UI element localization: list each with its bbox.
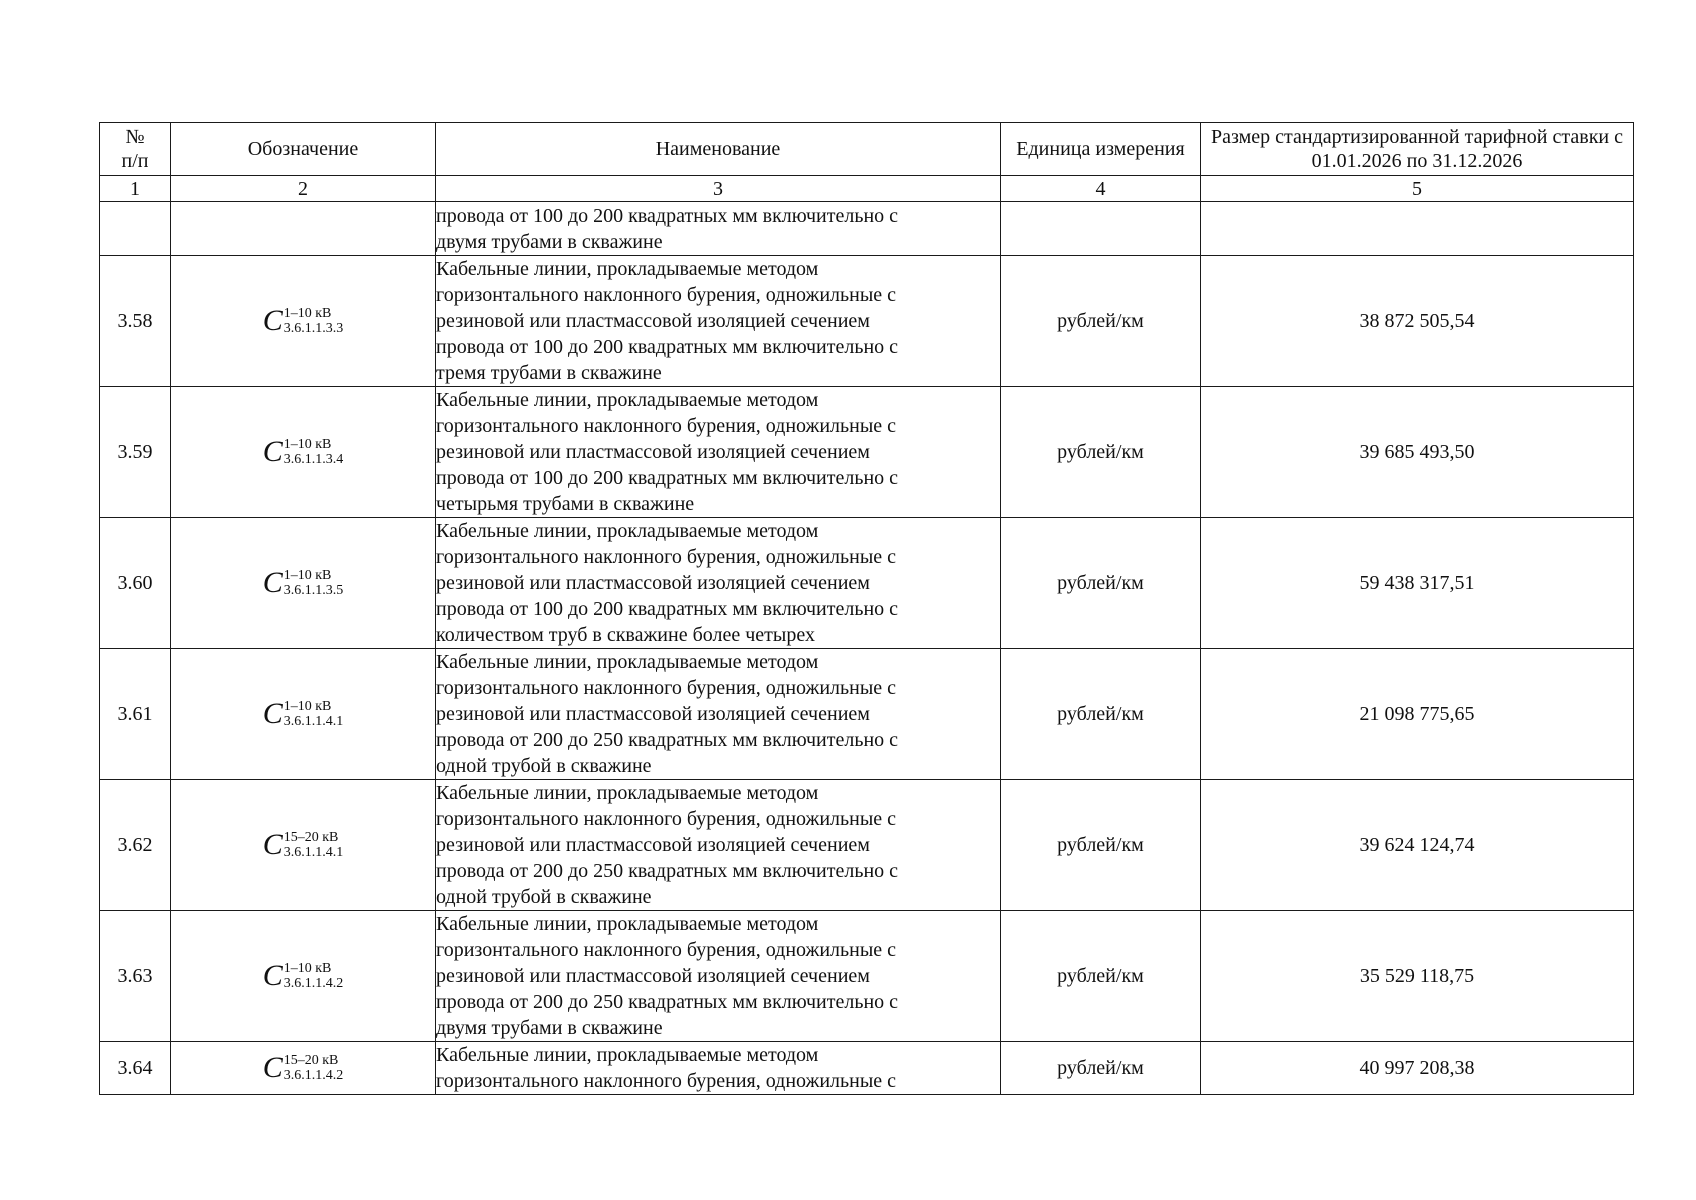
- row-name-text: Кабельные линии, прокладываемые методом горизонтального наклонного бурения, одножильные с: [436, 1044, 897, 1092]
- table-row: [100, 518, 1634, 649]
- header-number: № п/п: [100, 123, 171, 176]
- row-name: [436, 518, 1001, 649]
- symbol-superscript: 1–10 кВ: [283, 305, 332, 321]
- header-name: Наименование: [436, 123, 1001, 176]
- row-unit: рублей/км: [1001, 911, 1201, 1042]
- row-symbol: [171, 518, 436, 649]
- row-value: 38 872 505,54: [1201, 256, 1634, 387]
- row-name-text: Кабельные линии, прокладываемые методом горизонтального наклонного бурения, одножильные с резиновой или пластмассовой изоляцией сечением провода от 100 до 200 квадратных мм включительно с четырьмя трубами в скважине: [436, 389, 899, 515]
- row-name: [436, 780, 1001, 911]
- table-row: [100, 649, 1634, 780]
- symbol-superscript: 15–20 кВ: [283, 1052, 339, 1068]
- row-value: 40 997 208,38: [1201, 1042, 1634, 1095]
- tariff-symbol: [262, 958, 344, 992]
- row-symbol: [171, 1042, 436, 1095]
- symbol-superscript: 15–20 кВ: [283, 829, 339, 845]
- symbol-subscript: 3.6.1.1.3.5: [283, 582, 344, 598]
- row-name: [436, 387, 1001, 518]
- symbol-scripts: [284, 568, 344, 598]
- row-unit: рублей/км: [1001, 256, 1201, 387]
- row-name-text: провода от 100 до 200 квадратных мм включительно с двумя трубами в скважине: [436, 204, 899, 253]
- table-row: [100, 202, 1634, 256]
- row-number: [100, 202, 171, 256]
- symbol-subscript: 3.6.1.1.3.4: [283, 451, 344, 467]
- symbol-scripts: [284, 961, 344, 991]
- symbol-base: C: [262, 434, 283, 468]
- row-unit: [1001, 202, 1201, 256]
- column-number-row: [100, 176, 1634, 202]
- symbol-base: C: [262, 958, 283, 992]
- row-symbol: [171, 780, 436, 911]
- row-name: [436, 911, 1001, 1042]
- row-name: [436, 256, 1001, 387]
- row-symbol: [171, 911, 436, 1042]
- column-number: 3: [436, 176, 1001, 202]
- row-value: 21 098 775,65: [1201, 649, 1634, 780]
- row-unit: рублей/км: [1001, 1042, 1201, 1095]
- row-value: 39 624 124,74: [1201, 780, 1634, 911]
- row-unit: рублей/км: [1001, 518, 1201, 649]
- tariff-symbol: [262, 565, 344, 599]
- row-number: 3.64: [100, 1042, 171, 1095]
- row-number: 3.62: [100, 780, 171, 911]
- row-unit: рублей/км: [1001, 649, 1201, 780]
- symbol-subscript: 3.6.1.1.4.1: [283, 844, 344, 860]
- symbol-base: C: [262, 827, 283, 861]
- table-row: [100, 911, 1634, 1042]
- row-unit: рублей/км: [1001, 387, 1201, 518]
- symbol-scripts: [284, 1053, 344, 1083]
- header-unit: Единица измерения: [1001, 123, 1201, 176]
- table-row: [100, 1042, 1634, 1095]
- symbol-scripts: [284, 306, 344, 336]
- row-name-text: Кабельные линии, прокладываемые методом горизонтального наклонного бурения, одножильные с резиновой или пластмассовой изоляцией сечением провода от 200 до 250 квадратных мм включительно с двумя трубами в скважине: [436, 913, 899, 1039]
- column-number: 5: [1201, 176, 1634, 202]
- symbol-scripts: [284, 830, 344, 860]
- row-name-text: Кабельные линии, прокладываемые методом горизонтального наклонного бурения, одножильные с резиновой или пластмассовой изоляцией сечением провода от 200 до 250 квадратных мм включительно с одной трубой в скважине: [436, 782, 899, 908]
- symbol-base: C: [262, 565, 283, 599]
- row-name: [436, 202, 1001, 256]
- row-value: 35 529 118,75: [1201, 911, 1634, 1042]
- table-header-row: [100, 123, 1634, 176]
- tariff-symbol: [262, 827, 344, 861]
- column-number: 2: [171, 176, 436, 202]
- symbol-superscript: 1–10 кВ: [283, 698, 332, 714]
- symbol-subscript: 3.6.1.1.4.1: [283, 713, 344, 729]
- symbol-superscript: 1–10 кВ: [283, 960, 332, 976]
- row-number: 3.63: [100, 911, 171, 1042]
- table-row: [100, 780, 1634, 911]
- row-number: 3.60: [100, 518, 171, 649]
- symbol-base: C: [262, 303, 283, 337]
- tariff-symbol: [262, 434, 344, 468]
- row-name-text: Кабельные линии, прокладываемые методом горизонтального наклонного бурения, одножильные с резиновой или пластмассовой изоляцией сечением провода от 100 до 200 квадратных мм включительно с тремя трубами в скважине: [436, 258, 899, 384]
- row-value: 59 438 317,51: [1201, 518, 1634, 649]
- row-value: [1201, 202, 1634, 256]
- row-symbol: [171, 649, 436, 780]
- symbol-superscript: 1–10 кВ: [283, 567, 332, 583]
- header-symbol: Обозначение: [171, 123, 436, 176]
- symbol-subscript: 3.6.1.1.3.3: [283, 320, 344, 336]
- row-symbol: [171, 202, 436, 256]
- row-value: 39 685 493,50: [1201, 387, 1634, 518]
- header-rate: Размер стандартизированной тарифной ставки с 01.01.2026 по 31.12.2026: [1201, 123, 1634, 176]
- row-name: [436, 649, 1001, 780]
- row-number: 3.61: [100, 649, 171, 780]
- row-symbol: [171, 387, 436, 518]
- column-number: 4: [1001, 176, 1201, 202]
- symbol-subscript: 3.6.1.1.4.2: [283, 975, 344, 991]
- row-name-text: Кабельные линии, прокладываемые методом горизонтального наклонного бурения, одножильные с резиновой или пластмассовой изоляцией сечением провода от 100 до 200 квадратных мм включительно с количеством труб в скважине более четырех: [436, 520, 899, 646]
- symbol-base: C: [262, 696, 283, 730]
- tariff-symbol: [262, 303, 344, 337]
- tariff-symbol: [262, 1050, 344, 1084]
- row-name-text: Кабельные линии, прокладываемые методом горизонтального наклонного бурения, одножильные с резиновой или пластмассовой изоляцией сечением провода от 200 до 250 квадратных мм включительно с одной трубой в скважине: [436, 651, 899, 777]
- symbol-subscript: 3.6.1.1.4.2: [283, 1067, 344, 1083]
- row-name: [436, 1042, 1001, 1095]
- symbol-superscript: 1–10 кВ: [283, 436, 332, 452]
- symbol-base: C: [262, 1050, 283, 1084]
- tariff-table: [99, 122, 1634, 1095]
- table-row: [100, 387, 1634, 518]
- symbol-scripts: [284, 699, 344, 729]
- row-number: 3.58: [100, 256, 171, 387]
- row-symbol: [171, 256, 436, 387]
- row-unit: рублей/км: [1001, 780, 1201, 911]
- tariff-symbol: [262, 696, 344, 730]
- table-row: [100, 256, 1634, 387]
- column-number: 1: [100, 176, 171, 202]
- row-number: 3.59: [100, 387, 171, 518]
- symbol-scripts: [284, 437, 344, 467]
